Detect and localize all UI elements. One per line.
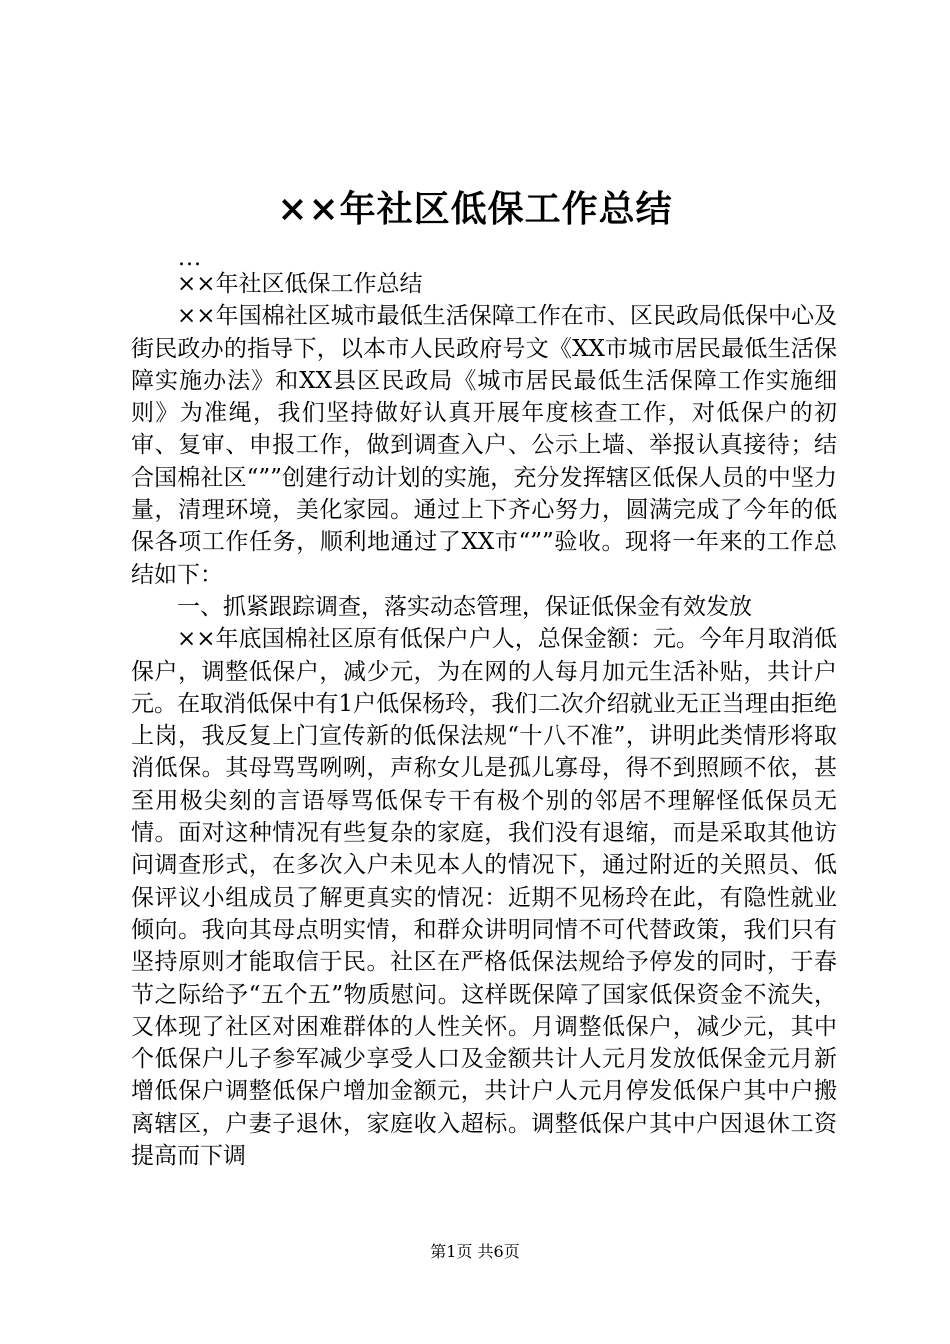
paragraph-section-one: ××年底国棉社区原有低保户户人，总保金额：元。今年月取消低保户，调整低保户，减少元，为在网的人每月加元生活补贴，共计户元。在取消低保中有1户低保杨玲，我们二次介绍就业无正当理由拒绝上岗，我反复上门宣传新的低保法规“十八不准”，讲明此类情形将取消低保。其母骂骂咧咧，声称女儿是孤儿寡母，得不到照顾不依，甚至用极尖刻的言语辱骂低保专干有极个别的邻居不理解怪低保员无情。面对这种情况有些复杂的家庭，我们没有退缩，而是采取其他访问调查形式，在多次入户未见本人的情况下，通过附近的关照员、低保评议小组成员了解更真实的情况：近期不见杨玲在此，有隐性就业倾向。我向其母点明实情，和群众讲明同情不可代替政策，我们只有坚持原则才能取信于民。社区在严格低保法规给予停发的同时，于春节之际给予“五个五”物质慰问。这样既保障了国家低保资金不流失，又体现了社区对困难群体的人性关怀。月调整低保户，减少元，其中个低保户儿子参军减少享受人口及金额共计人元月发放低保金元月新增低保户调整低保户增加金额元，共计户人元月停发低保户其中户搬离辖区，户妻子退休，家庭收入超标。调整低保户其中户因退休工资提高而下调 (131, 626, 837, 1170)
section-heading: 一、抓紧跟踪调查，落实动态管理，保证低保金有效发放 (177, 593, 752, 620)
ellipsis-marker: ... (178, 246, 202, 271)
paragraph-intro: ××年国棉社区城市最低生活保障工作在市、区民政局低保中心及街民政办的指导下，以本市人民政府号文《XX市城市居民最低生活保障实施办法》和XX县区民政局《城市居民最低生活保障工作实施细则》为准绳，我们坚持做好认真开展年度核查工作，对低保户的初审、复审、申报工作，做到调查入户、公示上墙、举报认真接待；结合国棉社区“””创建行动计划的实施，充分发挥辖区低保人员的中坚力量，清理环境，美化家园。通过上下齐心努力，圆满完成了今年的低保各项工作任务，顺利地通过了XX市“””验收。现将一年来的工作总结如下： (131, 303, 837, 588)
document-body (131, 268, 837, 1172)
document-title: ××年社区低保工作总结 (277, 188, 673, 230)
paragraph-subtitle: ××年社区低保工作总结 (177, 271, 423, 297)
page-footer: 第1页 共6页 (430, 1242, 520, 1261)
